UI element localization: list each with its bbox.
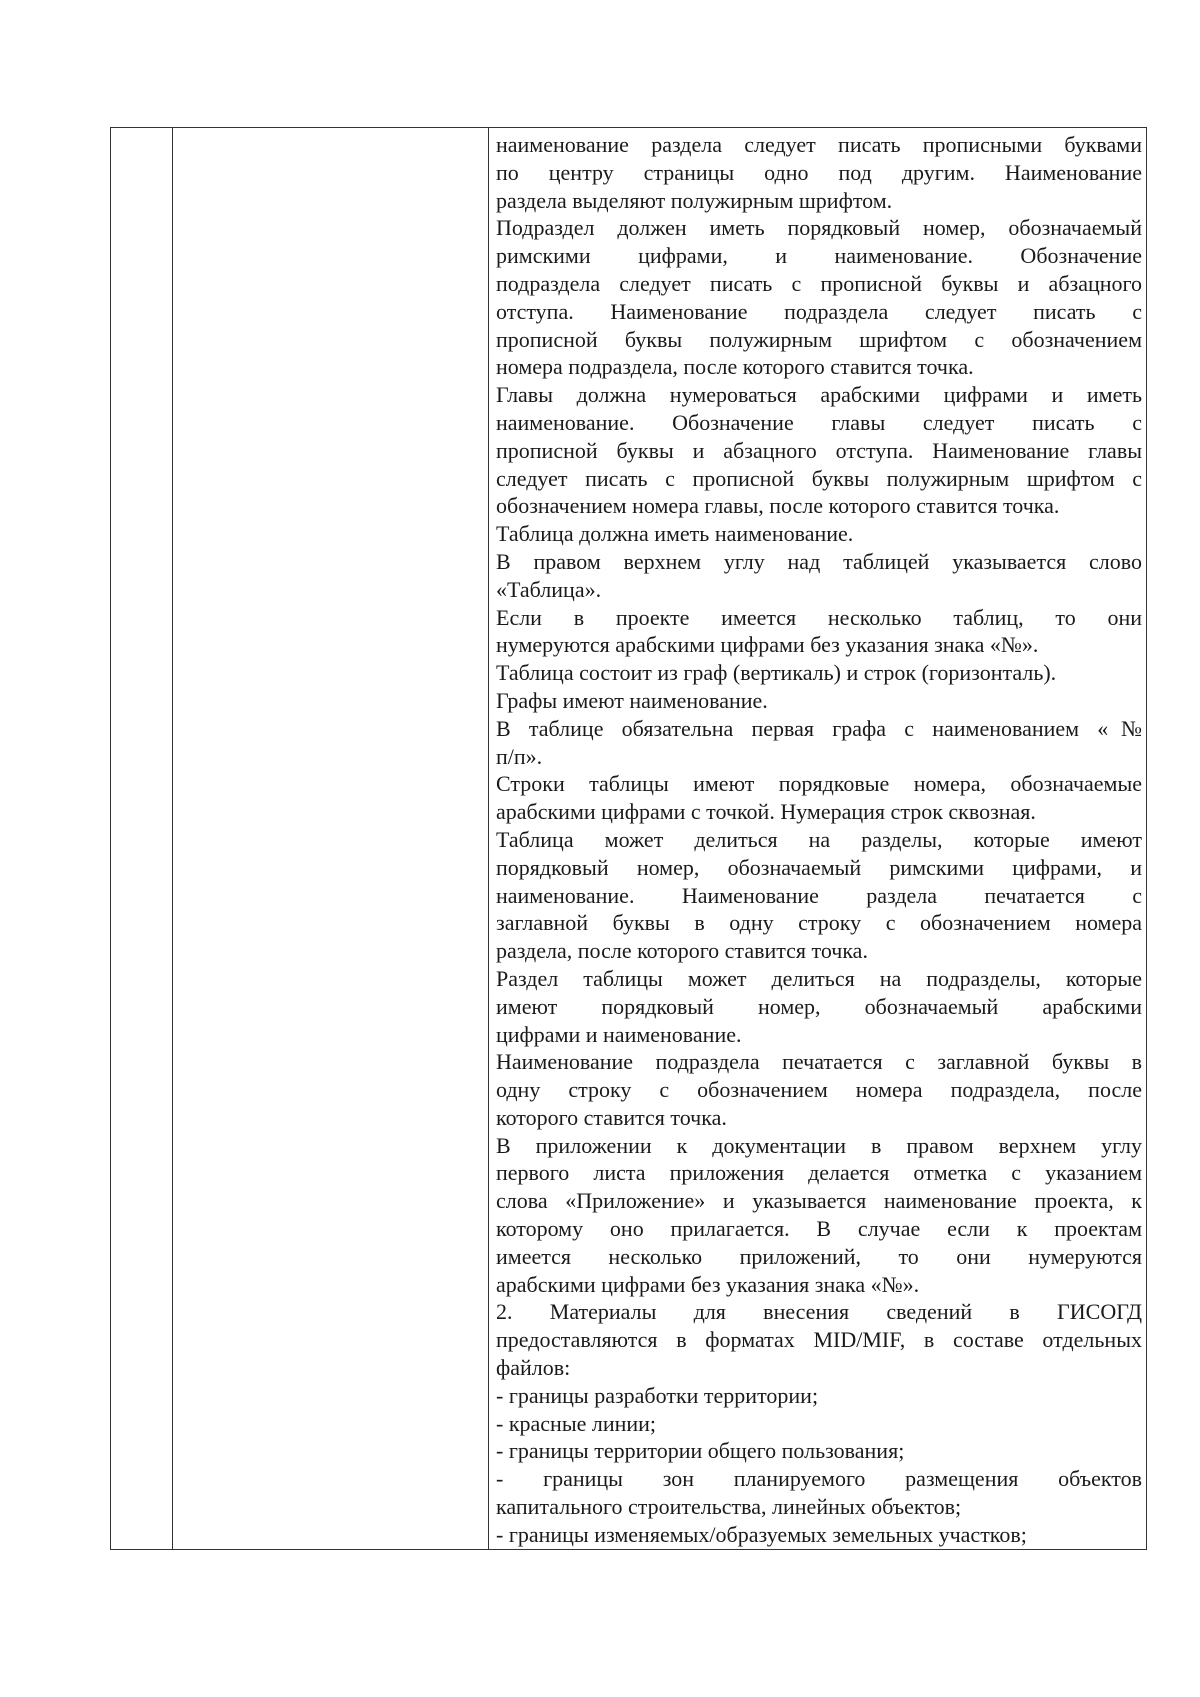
text-line: - границы изменяемых/образуемых земельных участков; bbox=[496, 1521, 1027, 1547]
text-line: имеется несколько приложений, то они нумеруются bbox=[496, 1243, 1142, 1269]
text-line: цифрами и наименование. bbox=[496, 1021, 742, 1047]
document-table bbox=[110, 127, 1147, 1550]
text-line: наименование. Наименование раздела печатается с bbox=[496, 882, 1142, 908]
text-line: раздела выделяют полужирным шрифтом. bbox=[496, 187, 893, 213]
text-line: 2. Материалы для внесения сведений в ГИСОГД bbox=[496, 1299, 1142, 1325]
text-line: порядковый номер, обозначаемый римскими цифрами, и bbox=[496, 854, 1142, 880]
text-line: которого ставится точка. bbox=[496, 1104, 727, 1130]
text-line: заглавной буквы в одну строку с обозначением номера bbox=[496, 910, 1142, 936]
text-line: «Таблица». bbox=[496, 576, 602, 602]
text-line: предоставляются в форматах MID/MIF, в составе отдельных bbox=[496, 1327, 1142, 1353]
text-line: первого листа приложения делается отметка с указанием bbox=[496, 1160, 1142, 1186]
text-line: файлов: bbox=[496, 1355, 571, 1381]
text-line: - границы зон планируемого размещения объектов bbox=[496, 1466, 1142, 1492]
text-line: капитального строительства, линейных объектов; bbox=[496, 1494, 962, 1520]
text-line: - границы разработки территории; bbox=[496, 1382, 819, 1408]
text-line: которому оно прилагается. В случае если к проектам bbox=[496, 1216, 1142, 1242]
text-line: Таблица должна иметь наименование. bbox=[496, 521, 854, 547]
text-line: имеют порядковый номер, обозначаемый арабскими bbox=[496, 993, 1142, 1019]
requirements-text-cell bbox=[496, 131, 1142, 1549]
text-line: Графы имеют наименование. bbox=[496, 687, 768, 713]
text-line: одну строку с обозначением номера подраздела, после bbox=[496, 1077, 1142, 1103]
text-line: отступа. Наименование подраздела следует писать с bbox=[496, 298, 1142, 324]
text-line: наименование раздела следует писать прописными буквами bbox=[496, 132, 1142, 157]
column-divider-2 bbox=[488, 128, 489, 1549]
text-line: по центру страницы одно под другим. Наименование bbox=[496, 159, 1142, 185]
column-divider-1 bbox=[172, 128, 173, 1549]
text-line: Если в проекте имеется несколько таблиц, то они bbox=[496, 604, 1142, 630]
text-line: обозначением номера главы, после которого ставится точка. bbox=[496, 493, 1060, 519]
text-line: Главы должна нумероваться арабскими цифрами и иметь bbox=[496, 382, 1142, 408]
text-line: Таблица может делиться на разделы, которые имеют bbox=[496, 826, 1142, 852]
text-line: арабскими цифрами с точкой. Нумерация строк сквозная. bbox=[496, 799, 1036, 825]
text-line: слова «Приложение» и указывается наименование проекта, к bbox=[496, 1188, 1142, 1214]
text-line: номера подраздела, после которого ставится точка. bbox=[496, 354, 974, 380]
text-line: Строки таблицы имеют порядковые номера, обозначаемые bbox=[496, 771, 1142, 797]
text-line: В правом верхнем углу над таблицей указывается слово bbox=[496, 548, 1142, 574]
text-line: В приложении к документации в правом верхнем углу bbox=[496, 1132, 1142, 1158]
text-line: - границы территории общего пользования; bbox=[496, 1438, 905, 1464]
text-line: арабскими цифрами без указания знака «№». bbox=[496, 1271, 920, 1297]
text-line: Наименование подраздела печатается с заглавной буквы в bbox=[496, 1049, 1142, 1075]
text-line: римскими цифрами, и наименование. Обозначение bbox=[496, 243, 1142, 269]
text-line: Раздел таблицы может делиться на подразделы, которые bbox=[496, 965, 1142, 991]
text-line: - красные линии; bbox=[496, 1410, 657, 1436]
text-line: прописной буквы и абзацного отступа. Наименование главы bbox=[496, 437, 1142, 463]
text-line: Подраздел должен иметь порядковый номер, обозначаемый bbox=[496, 215, 1142, 241]
text-line: следует писать с прописной буквы полужирным шрифтом с bbox=[496, 465, 1142, 491]
text-line: прописной буквы полужирным шрифтом с обозначением bbox=[496, 326, 1142, 352]
text-line: нумеруются арабскими цифрами без указания знака «№». bbox=[496, 632, 1039, 658]
text-line: В таблице обязательна первая графа с наименованием «№ bbox=[496, 715, 1142, 741]
text-line: подраздела следует писать с прописной буквы и абзацного bbox=[496, 270, 1142, 296]
text-line: п/п». bbox=[496, 743, 543, 769]
text-line: Таблица состоит из граф (вертикаль) и строк (горизонталь). bbox=[496, 660, 1057, 686]
text-line: раздела, после которого ставится точка. bbox=[496, 938, 868, 964]
text-line: наименование. Обозначение главы следует писать с bbox=[496, 409, 1142, 435]
